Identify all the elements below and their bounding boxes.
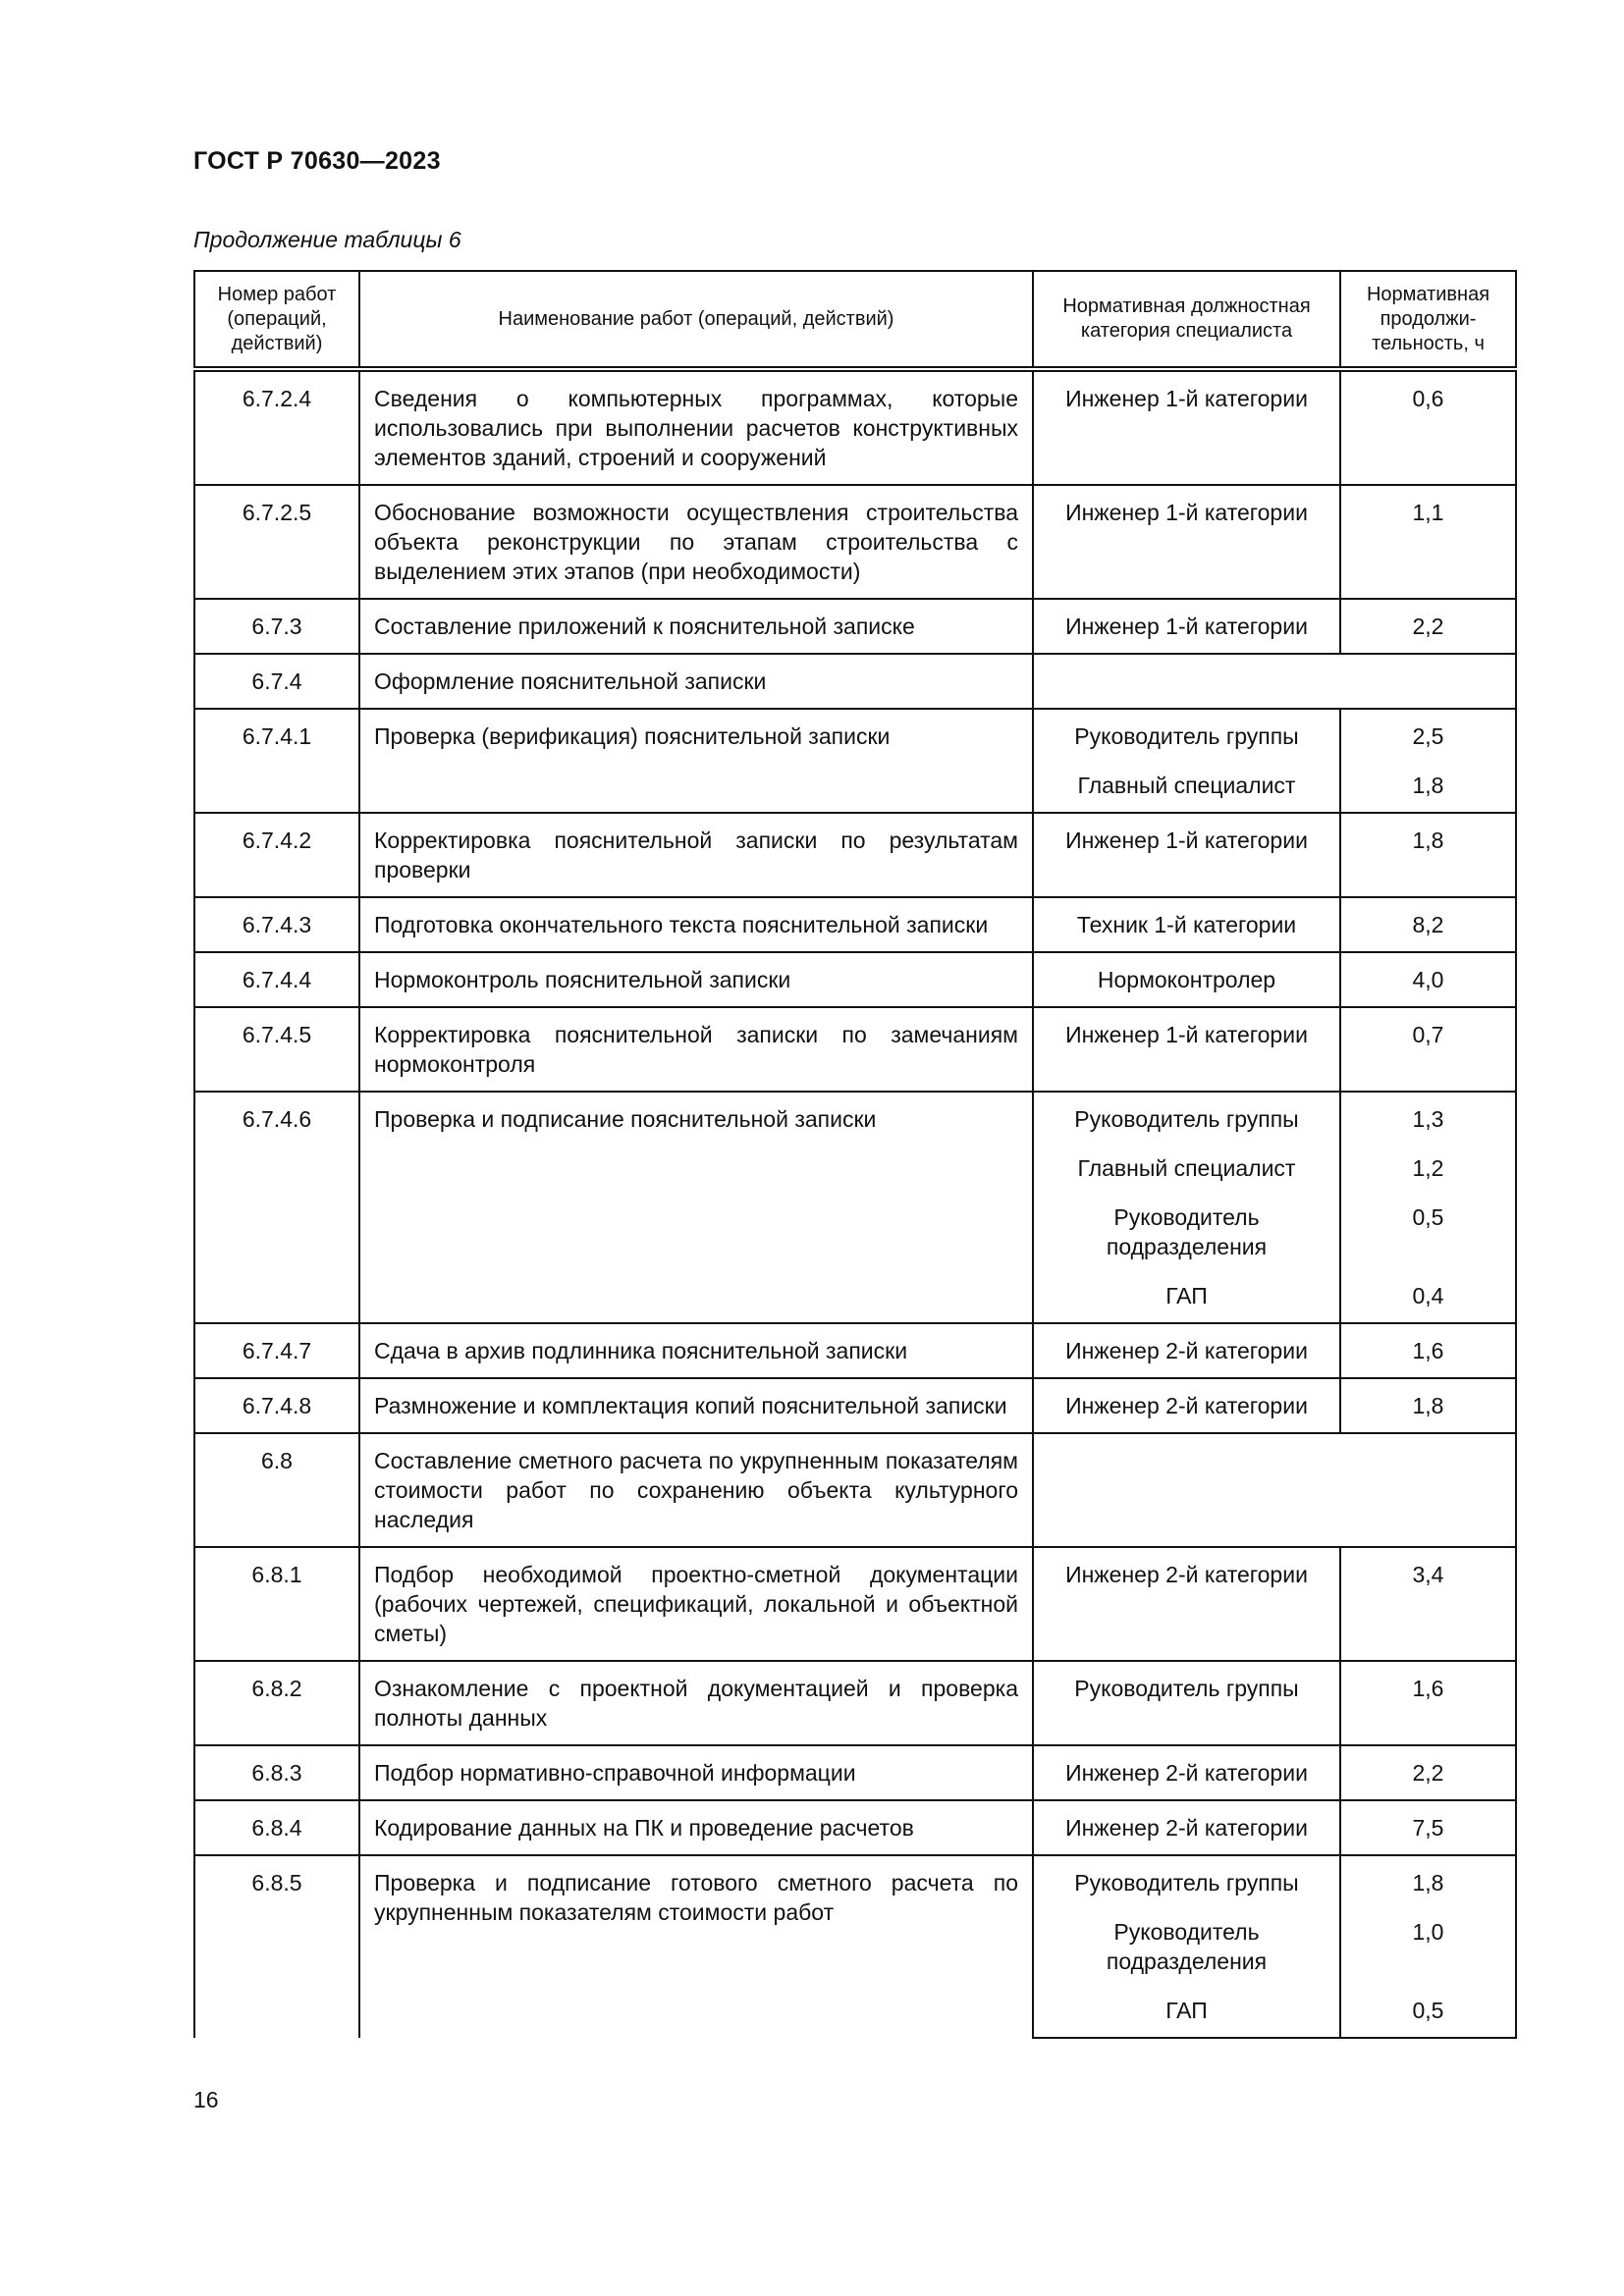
- work-name-cell: [359, 897, 1033, 952]
- work-number-cell: [194, 654, 359, 709]
- specialist-category-cell: [1033, 1378, 1340, 1433]
- work-number: 6.7.4.3: [242, 912, 312, 937]
- table-row: [194, 897, 1516, 952]
- table-body: [194, 369, 1516, 2038]
- work-name: Сведения о компьютерных программах, которые использовались при выполнении расчетов конструктивных элементов зданий, строений и сооружений: [374, 386, 1018, 470]
- specialist-category-cell: [1033, 1855, 1340, 1909]
- table-caption: Продолжение таблицы 6: [193, 227, 461, 252]
- column-header-name: Наименование работ (операций, действий): [359, 271, 1033, 369]
- duration-value: 0,5: [1412, 1204, 1444, 1230]
- table-row: [194, 485, 1516, 599]
- specialist-category: Инженер 1-й категории: [1065, 614, 1308, 639]
- empty-category-cell: [1033, 654, 1516, 709]
- specialist-category-cell: [1033, 1547, 1340, 1661]
- work-name-cell: [359, 599, 1033, 654]
- duration-cell: [1340, 1195, 1516, 1273]
- specialist-category: Инженер 1-й категории: [1065, 828, 1308, 853]
- work-number: 6.7.2.5: [242, 500, 312, 525]
- empty-category: [1034, 655, 1515, 678]
- work-name: Проверка и подписание пояснительной записки: [374, 1106, 877, 1132]
- specialist-category: ГАП: [1165, 1283, 1208, 1308]
- duration-value: 1,8: [1412, 828, 1444, 853]
- specialist-category: Руководитель группы: [1074, 1106, 1299, 1132]
- work-name-cell: [359, 952, 1033, 1007]
- work-name: Составление приложений к пояснительной записке: [374, 614, 915, 639]
- duration-value: 1,3: [1412, 1106, 1444, 1132]
- duration-cell: [1340, 1146, 1516, 1195]
- work-name: Кодирование данных на ПК и проведение расчетов: [374, 1815, 914, 1841]
- duration-value: 1,0: [1412, 1919, 1444, 1945]
- duration-cell: [1340, 1745, 1516, 1800]
- duration-value: 1,8: [1412, 773, 1444, 798]
- work-number: 6.7.4.6: [242, 1106, 312, 1132]
- work-number: 6.7.4.1: [242, 723, 312, 749]
- specialist-category-cell: [1033, 952, 1340, 1007]
- work-number-cell: [194, 1855, 359, 2038]
- specialist-category-cell: [1033, 1745, 1340, 1800]
- column-header-number: Номер работ (операций, действий): [194, 271, 359, 369]
- work-name: Нормоконтроль пояснительной записки: [374, 967, 791, 992]
- duration-value: 0,7: [1412, 1022, 1444, 1047]
- duration-value: 1,8: [1412, 1870, 1444, 1896]
- duration-cell: [1340, 897, 1516, 952]
- duration-value: 0,5: [1412, 1998, 1444, 2023]
- work-name-cell: [359, 1547, 1033, 1661]
- table-row: [194, 654, 1516, 709]
- specialist-category: ГАП: [1165, 1998, 1208, 2023]
- work-number: 6.7.4.5: [242, 1022, 312, 1047]
- work-name-cell: [359, 654, 1033, 709]
- work-number-cell: [194, 485, 359, 599]
- work-number-cell: [194, 709, 359, 813]
- work-number-cell: [194, 1323, 359, 1378]
- table-row: [194, 1433, 1516, 1547]
- specialist-category: Инженер 2-й категории: [1065, 1760, 1308, 1786]
- duration-value: 0,4: [1412, 1283, 1444, 1308]
- duration-cell: [1340, 1988, 1516, 2038]
- table-row: [194, 952, 1516, 1007]
- work-name: Оформление пояснительной записки: [374, 668, 767, 694]
- duration-cell: [1340, 1273, 1516, 1323]
- specialist-category-cell: [1033, 1909, 1340, 1988]
- work-number-cell: [194, 1433, 359, 1547]
- work-name: Ознакомление с проектной документацией и проверка полноты данных: [374, 1676, 1018, 1731]
- work-number-cell: [194, 1547, 359, 1661]
- duration-value: 1,1: [1412, 500, 1444, 525]
- work-name-cell: [359, 485, 1033, 599]
- specialist-category: Главный специалист: [1077, 773, 1296, 798]
- work-name-cell: [359, 813, 1033, 897]
- work-number-cell: [194, 1092, 359, 1323]
- work-name-cell: [359, 1745, 1033, 1800]
- work-number: 6.7.4.2: [242, 828, 312, 853]
- specialist-category: Инженер 2-й категории: [1065, 1562, 1308, 1587]
- works-table: [193, 270, 1517, 2039]
- work-number: 6.7.4: [251, 668, 302, 694]
- specialist-category: Техник 1-й категории: [1076, 912, 1297, 937]
- table-row: [194, 1745, 1516, 1800]
- table-row: [194, 1800, 1516, 1855]
- specialist-category-cell: [1033, 1323, 1340, 1378]
- work-number: 6.7.2.4: [242, 386, 312, 411]
- work-number-cell: [194, 599, 359, 654]
- table-row: [194, 1378, 1516, 1433]
- duration-cell: [1340, 369, 1516, 485]
- duration-cell: [1340, 599, 1516, 654]
- duration-cell: [1340, 709, 1516, 763]
- work-name: Подбор нормативно-справочной информации: [374, 1760, 856, 1786]
- specialist-category: Руководитель группы: [1074, 1870, 1299, 1896]
- specialist-category-cell: [1033, 1661, 1340, 1745]
- specialist-category-cell: [1033, 599, 1340, 654]
- duration-value: 3,4: [1412, 1562, 1444, 1587]
- duration-value: 2,2: [1412, 614, 1444, 639]
- duration-value: 1,6: [1412, 1338, 1444, 1363]
- specialist-category: Инженер 2-й категории: [1065, 1815, 1308, 1841]
- work-name-cell: [359, 1323, 1033, 1378]
- work-name-cell: [359, 709, 1033, 813]
- specialist-category-cell: [1033, 485, 1340, 599]
- specialist-category-cell: [1033, 1007, 1340, 1092]
- work-number: 6.7.4.7: [242, 1338, 312, 1363]
- work-number-cell: [194, 1378, 359, 1433]
- duration-value: 1,2: [1412, 1155, 1444, 1181]
- work-number: 6.8.5: [251, 1870, 302, 1896]
- table-row: [194, 1323, 1516, 1378]
- work-name-cell: [359, 1007, 1033, 1092]
- specialist-category-cell: [1033, 1273, 1340, 1323]
- specialist-category: Инженер 2-й категории: [1065, 1393, 1308, 1418]
- empty-category: [1034, 1434, 1515, 1458]
- duration-value: 1,8: [1412, 1393, 1444, 1418]
- specialist-category-cell: [1033, 1195, 1340, 1273]
- work-number: 6.7.3: [251, 614, 302, 639]
- specialist-category-cell: [1033, 1146, 1340, 1195]
- table-row: [194, 1092, 1516, 1146]
- work-number-cell: [194, 1745, 359, 1800]
- duration-value: 0,6: [1412, 386, 1444, 411]
- work-number-cell: [194, 813, 359, 897]
- work-number: 6.8.3: [251, 1760, 302, 1786]
- duration-cell: [1340, 763, 1516, 813]
- document-header: ГОСТ Р 70630—2023: [193, 147, 441, 175]
- duration-cell: [1340, 813, 1516, 897]
- table-row: [194, 369, 1516, 485]
- work-number: 6.8.4: [251, 1815, 302, 1841]
- work-number-cell: [194, 369, 359, 485]
- column-header-duration: Нормативная продолжи-тельность, ч: [1340, 271, 1516, 369]
- duration-value: 2,5: [1412, 723, 1444, 749]
- specialist-category: Руководитель подразделения: [1106, 1204, 1268, 1259]
- work-number: 6.7.4.4: [242, 967, 312, 992]
- specialist-category: Инженер 1-й категории: [1065, 1022, 1308, 1047]
- work-number-cell: [194, 897, 359, 952]
- specialist-category-cell: [1033, 1800, 1340, 1855]
- work-number-cell: [194, 1800, 359, 1855]
- specialist-category: Главный специалист: [1077, 1155, 1296, 1181]
- work-name: Проверка (верификация) пояснительной записки: [374, 723, 891, 749]
- work-name: Сдача в архив подлинника пояснительной записки: [374, 1338, 908, 1363]
- specialist-category-cell: [1033, 709, 1340, 763]
- table-row: [194, 1547, 1516, 1661]
- work-name-cell: [359, 1378, 1033, 1433]
- specialist-category: Нормоконтролер: [1097, 967, 1276, 992]
- specialist-category: Руководитель группы: [1074, 1676, 1299, 1701]
- duration-cell: [1340, 1547, 1516, 1661]
- work-number: 6.8.2: [251, 1676, 302, 1701]
- specialist-category-cell: [1033, 897, 1340, 952]
- work-number: 6.8.1: [251, 1562, 302, 1587]
- specialist-category-cell: [1033, 369, 1340, 485]
- duration-cell: [1340, 1909, 1516, 1988]
- table-row: [194, 599, 1516, 654]
- table-row: [194, 1661, 1516, 1745]
- work-name-cell: [359, 1800, 1033, 1855]
- table-header: [194, 271, 1516, 369]
- table-row: [194, 1007, 1516, 1092]
- work-name: Подготовка окончательного текста пояснительной записки: [374, 912, 989, 937]
- page-number: 16: [193, 2087, 219, 2112]
- work-name-cell: [359, 1855, 1033, 2038]
- specialist-category: Инженер 2-й категории: [1065, 1338, 1308, 1363]
- duration-cell: [1340, 952, 1516, 1007]
- duration-cell: [1340, 1007, 1516, 1092]
- specialist-category: Инженер 1-й категории: [1065, 500, 1308, 525]
- work-number: 6.8: [261, 1448, 293, 1473]
- specialist-category-cell: [1033, 1988, 1340, 2038]
- work-name: Составление сметного расчета по укрупненным показателям стоимости работ по сохранению объекта культурного наследия: [374, 1448, 1018, 1532]
- duration-value: 1,6: [1412, 1676, 1444, 1701]
- specialist-category: Руководитель группы: [1074, 723, 1299, 749]
- work-name: Размножение и комплектация копий пояснительной записки: [374, 1393, 1007, 1418]
- table-row: [194, 1855, 1516, 1909]
- duration-value: 8,2: [1412, 912, 1444, 937]
- specialist-category-cell: [1033, 763, 1340, 813]
- specialist-category: Инженер 1-й категории: [1065, 386, 1308, 411]
- empty-category-cell: [1033, 1433, 1516, 1547]
- work-number: 6.7.4.8: [242, 1393, 312, 1418]
- duration-cell: [1340, 1378, 1516, 1433]
- work-number-cell: [194, 952, 359, 1007]
- work-name: Обоснование возможности осуществления строительства объекта реконструкции по этапам строительства с выделением этих этапов (при необходимости): [374, 500, 1018, 584]
- duration-cell: [1340, 485, 1516, 599]
- column-header-category: Нормативная должностная категория специалиста: [1033, 271, 1340, 369]
- work-name: Корректировка пояснительной записки по замечаниям нормоконтроля: [374, 1022, 1018, 1077]
- work-name-cell: [359, 1092, 1033, 1323]
- duration-cell: [1340, 1092, 1516, 1146]
- work-name-cell: [359, 1433, 1033, 1547]
- specialist-category-cell: [1033, 1092, 1340, 1146]
- specialist-category-cell: [1033, 813, 1340, 897]
- work-name: Корректировка пояснительной записки по результатам проверки: [374, 828, 1018, 882]
- table-row: [194, 813, 1516, 897]
- duration-value: 2,2: [1412, 1760, 1444, 1786]
- duration-cell: [1340, 1661, 1516, 1745]
- work-name-cell: [359, 369, 1033, 485]
- duration-cell: [1340, 1323, 1516, 1378]
- work-number-cell: [194, 1661, 359, 1745]
- table-row: [194, 709, 1516, 763]
- duration-cell: [1340, 1800, 1516, 1855]
- duration-cell: [1340, 1855, 1516, 1909]
- work-name-cell: [359, 1661, 1033, 1745]
- work-name: Проверка и подписание готового сметного расчета по укрупненным показателям стоимости работ: [374, 1870, 1018, 1925]
- work-name: Подбор необходимой проектно-сметной документации (рабочих чертежей, спецификаций, локальной и объектной сметы): [374, 1562, 1018, 1646]
- specialist-category: Руководитель подразделения: [1106, 1919, 1268, 1974]
- duration-value: 4,0: [1412, 967, 1444, 992]
- work-number-cell: [194, 1007, 359, 1092]
- duration-value: 7,5: [1412, 1815, 1444, 1841]
